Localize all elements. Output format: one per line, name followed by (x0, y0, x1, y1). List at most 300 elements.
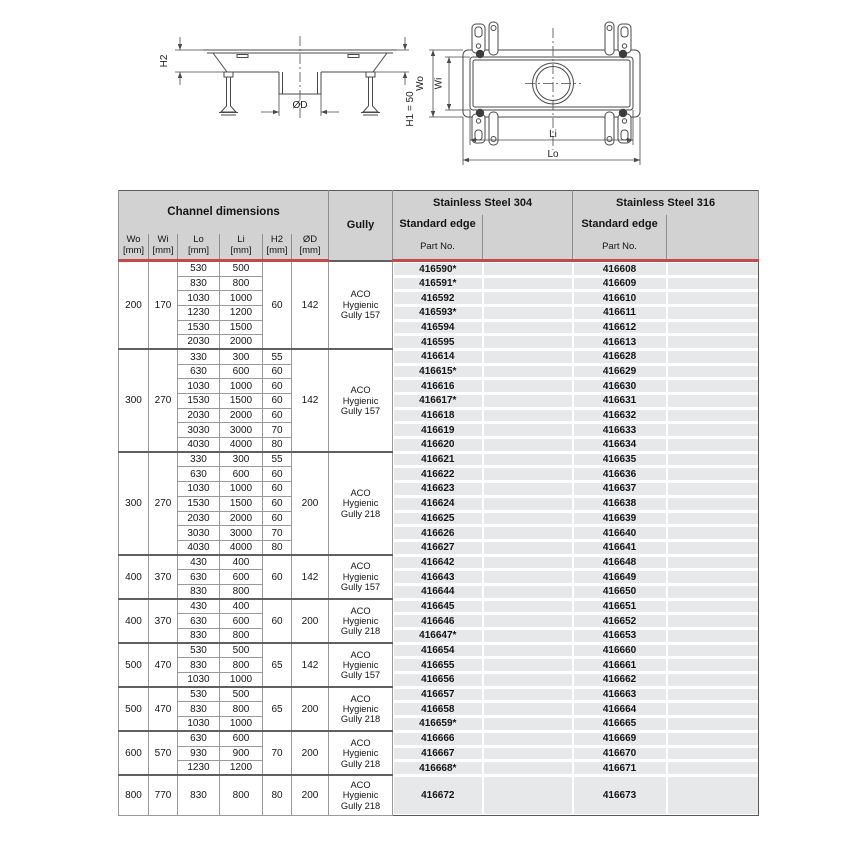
part-304-cell: 416593* (393, 305, 483, 320)
h2-value-cell: 80 (263, 540, 292, 555)
part-304-extra-cell (483, 658, 573, 673)
part-316-extra-cell (667, 438, 759, 453)
part-316-extra-cell (667, 482, 759, 497)
gully-header: Gully (329, 191, 393, 261)
part-316-extra-cell (667, 643, 759, 658)
part-304-extra-cell (483, 408, 573, 423)
li-column-header: Li [mm] (220, 234, 263, 261)
left-leg (219, 72, 238, 115)
table-row (119, 438, 759, 453)
part-316-extra-cell (667, 599, 759, 614)
table-row (119, 775, 759, 815)
part-316-cell: 416629 (573, 364, 667, 379)
part-304-extra-cell (483, 746, 573, 761)
part-316-extra-cell (667, 335, 759, 350)
part-316-extra-cell (667, 702, 759, 717)
part-304-cell: 416624 (393, 496, 483, 511)
part-316-extra-cell (667, 570, 759, 585)
part-316-cell: 416670 (573, 746, 667, 761)
table-row (119, 261, 759, 277)
wi-value-cell: 470 (149, 687, 178, 731)
h2-value-cell: 60 (263, 599, 292, 643)
table-row (119, 276, 759, 291)
wo-value-cell: 200 (119, 261, 149, 350)
part-316-extra-cell (667, 555, 759, 570)
h2-value-cell: 60 (263, 511, 292, 526)
part-316-cell: 416665 (573, 717, 667, 732)
part-304-cell: 416616 (393, 379, 483, 394)
table-row (119, 629, 759, 644)
li-value-cell: 1200 (220, 305, 263, 320)
od-value-cell: 142 (292, 349, 329, 452)
h1-dimension-label: H1 = 50 (405, 91, 416, 127)
lo-value-cell: 2030 (178, 408, 220, 423)
part-304-cell: 416625 (393, 511, 483, 526)
table-body (119, 261, 759, 816)
li-value-cell: 1000 (220, 379, 263, 394)
part-304-extra-cell (483, 291, 573, 306)
part-316-extra-cell (667, 775, 759, 815)
od-value-cell: 142 (292, 555, 329, 599)
li-value-cell: 900 (220, 746, 263, 761)
li-value-cell: 400 (220, 555, 263, 570)
gully-cell: ACO Hygienic Gully 218 (329, 452, 393, 555)
part-316-cell: 416651 (573, 599, 667, 614)
part-316-extra-cell (667, 320, 759, 335)
li-value-cell: 800 (220, 658, 263, 673)
part-304-extra-cell (483, 379, 573, 394)
li-value-cell: 600 (220, 364, 263, 379)
part-316-cell: 416662 (573, 673, 667, 688)
part-304-cell: 416623 (393, 482, 483, 497)
table-row (119, 379, 759, 394)
li-value-cell: 400 (220, 599, 263, 614)
gully-cell: ACO Hygienic Gully 157 (329, 643, 393, 687)
h2-value-cell: 55 (263, 452, 292, 467)
li-value-cell: 500 (220, 687, 263, 702)
part-304-extra-cell (483, 629, 573, 644)
h2-value-cell: 60 (263, 555, 292, 599)
part-304-extra-cell (483, 496, 573, 511)
top-view-drawing (415, 10, 660, 170)
h2-value-cell: 70 (263, 731, 292, 775)
part-304-extra-cell (483, 452, 573, 467)
part-316-cell: 416641 (573, 540, 667, 555)
gully-cell: ACO Hygienic Gully 218 (329, 775, 393, 815)
li-value-cell: 800 (220, 276, 263, 291)
part-316-cell: 416637 (573, 482, 667, 497)
part-304-cell: 416618 (393, 408, 483, 423)
wo-column-header: Wo [mm] (119, 234, 149, 261)
part-316-extra-cell (667, 261, 759, 277)
part-304-extra-cell (483, 394, 573, 409)
lo-value-cell: 330 (178, 452, 220, 467)
wi-value-cell: 370 (149, 555, 178, 599)
part-316-extra-cell (667, 540, 759, 555)
part-316-cell: 416652 (573, 614, 667, 629)
part-316-extra-cell (667, 276, 759, 291)
ss304-extra-header (483, 215, 573, 234)
part-316-extra-cell (667, 717, 759, 732)
part-304-cell: 416614 (393, 349, 483, 364)
od-value-cell: 142 (292, 643, 329, 687)
h2-value-cell: 70 (263, 423, 292, 438)
ss316-extra-subheader (667, 234, 759, 261)
part-316-extra-cell (667, 761, 759, 776)
part-316-cell: 416661 (573, 658, 667, 673)
table-row (119, 452, 759, 467)
od-value-cell: 200 (292, 775, 329, 815)
part-304-extra-cell (483, 305, 573, 320)
wo-value-cell: 400 (119, 555, 149, 599)
table-row (119, 526, 759, 541)
lo-value-cell: 630 (178, 614, 220, 629)
li-value-cell: 500 (220, 261, 263, 277)
table-row (119, 423, 759, 438)
lo-value-cell: 530 (178, 687, 220, 702)
part-304-cell: 416619 (393, 423, 483, 438)
part-304-cell: 416646 (393, 614, 483, 629)
li-value-cell: 300 (220, 452, 263, 467)
h2-value-cell: 60 (263, 467, 292, 482)
wi-value-cell: 270 (149, 349, 178, 452)
part-316-cell: 416671 (573, 761, 667, 776)
right-leg (361, 72, 380, 115)
table-row (119, 687, 759, 702)
od-value-cell: 200 (292, 599, 329, 643)
table-row (119, 349, 759, 364)
part-304-cell: 416657 (393, 687, 483, 702)
channel-dimensions-header: Channel dimensions (119, 191, 329, 234)
gully-cell: ACO Hygienic Gully 218 (329, 687, 393, 731)
li-value-cell: 2000 (220, 335, 263, 350)
part-304-cell: 416644 (393, 584, 483, 599)
part-304-cell: 416620 (393, 438, 483, 453)
table-row (119, 467, 759, 482)
lo-value-cell: 430 (178, 599, 220, 614)
part-316-cell: 416610 (573, 291, 667, 306)
part-304-cell: 416666 (393, 731, 483, 746)
part-316-cell: 416635 (573, 452, 667, 467)
li-value-cell: 1500 (220, 496, 263, 511)
ss304-header: Stainless Steel 304 (393, 191, 573, 215)
lo-value-cell: 930 (178, 746, 220, 761)
part-316-cell: 416649 (573, 570, 667, 585)
table-row (119, 761, 759, 776)
lo-value-cell: 1530 (178, 320, 220, 335)
li-value-cell: 600 (220, 731, 263, 746)
part-316-extra-cell (667, 379, 759, 394)
part-316-extra-cell (667, 305, 759, 320)
part-304-extra-cell (483, 276, 573, 291)
part-304-extra-cell (483, 511, 573, 526)
lo-value-cell: 830 (178, 276, 220, 291)
h2-value-cell: 65 (263, 643, 292, 687)
od-value-cell: 200 (292, 452, 329, 555)
h2-column-header: H2 [mm] (263, 234, 292, 261)
wi-value-cell: 770 (149, 775, 178, 815)
lo-value-cell: 1030 (178, 673, 220, 688)
part-316-cell: 416612 (573, 320, 667, 335)
part-316-extra-cell (667, 614, 759, 629)
wi-dimension-label: Wi (433, 77, 445, 90)
part-316-cell: 416630 (573, 379, 667, 394)
table-row (119, 511, 759, 526)
li-dimension-label: Li (549, 129, 557, 140)
part-304-extra-cell (483, 526, 573, 541)
part-304-extra-cell (483, 349, 573, 364)
h2-value-cell: 60 (263, 408, 292, 423)
part-304-cell: 416621 (393, 452, 483, 467)
lo-value-cell: 1230 (178, 305, 220, 320)
table-row (119, 746, 759, 761)
table-row (119, 731, 759, 746)
part-316-cell: 416632 (573, 408, 667, 423)
ss316-standard-edge-header: Standard edge (573, 215, 667, 234)
table-row (119, 702, 759, 717)
gully-cell: ACO Hygienic Gully 157 (329, 349, 393, 452)
part-304-extra-cell (483, 570, 573, 585)
wi-value-cell: 470 (149, 643, 178, 687)
li-value-cell: 4000 (220, 540, 263, 555)
part-304-extra-cell (483, 761, 573, 776)
part-304-extra-cell (483, 482, 573, 497)
part-316-cell: 416663 (573, 687, 667, 702)
dimension-wi (445, 57, 470, 110)
lo-value-cell: 830 (178, 775, 220, 815)
part-316-cell: 416640 (573, 526, 667, 541)
lo-value-cell: 1030 (178, 291, 220, 306)
part-316-extra-cell (667, 673, 759, 688)
part-316-extra-cell (667, 394, 759, 409)
gully-cell: ACO Hygienic Gully 218 (329, 599, 393, 643)
table-row (119, 496, 759, 511)
wo-value-cell: 300 (119, 349, 149, 452)
part-304-cell: 416642 (393, 555, 483, 570)
part-304-extra-cell (483, 423, 573, 438)
gully-cell: ACO Hygienic Gully 157 (329, 261, 393, 350)
od-value-cell: 200 (292, 731, 329, 775)
part-316-extra-cell (667, 731, 759, 746)
part-316-cell: 416673 (573, 775, 667, 815)
h2-value-cell: 60 (263, 482, 292, 497)
spec-table (118, 190, 759, 816)
lo-value-cell: 530 (178, 261, 220, 277)
part-316-extra-cell (667, 452, 759, 467)
part-316-cell: 416653 (573, 629, 667, 644)
lo-dimension-label: Lo (547, 149, 559, 160)
lo-value-cell: 1530 (178, 394, 220, 409)
li-value-cell: 4000 (220, 438, 263, 453)
od-dimension-label: ØD (292, 100, 308, 111)
li-value-cell: 3000 (220, 423, 263, 438)
part-304-cell: 416591* (393, 276, 483, 291)
table-row (119, 291, 759, 306)
li-value-cell: 600 (220, 614, 263, 629)
li-value-cell: 3000 (220, 526, 263, 541)
part-316-cell: 416636 (573, 467, 667, 482)
part-304-extra-cell (483, 643, 573, 658)
part-316-extra-cell (667, 511, 759, 526)
part-316-extra-cell (667, 364, 759, 379)
wo-dimension-label: Wo (415, 76, 426, 91)
part-304-cell: 416615* (393, 364, 483, 379)
h2-value-cell: 55 (263, 349, 292, 364)
lo-value-cell: 2030 (178, 335, 220, 350)
part-316-cell: 416611 (573, 305, 667, 320)
part-304-extra-cell (483, 467, 573, 482)
part-304-extra-cell (483, 702, 573, 717)
lo-value-cell: 630 (178, 364, 220, 379)
part-316-extra-cell (667, 349, 759, 364)
h2-value-cell: 60 (263, 496, 292, 511)
li-value-cell: 1000 (220, 291, 263, 306)
li-value-cell: 600 (220, 467, 263, 482)
part-316-extra-cell (667, 467, 759, 482)
part-316-cell: 416631 (573, 394, 667, 409)
part-304-cell: 416654 (393, 643, 483, 658)
lo-value-cell: 830 (178, 629, 220, 644)
lo-value-cell: 1030 (178, 379, 220, 394)
part-316-cell: 416639 (573, 511, 667, 526)
part-316-extra-cell (667, 658, 759, 673)
part-304-extra-cell (483, 673, 573, 688)
lo-value-cell: 1030 (178, 717, 220, 732)
part-316-cell: 416664 (573, 702, 667, 717)
part-316-extra-cell (667, 496, 759, 511)
part-316-cell: 416650 (573, 584, 667, 599)
table-row (119, 599, 759, 614)
part-304-cell: 416658 (393, 702, 483, 717)
lo-value-cell: 3030 (178, 526, 220, 541)
gully-cell: ACO Hygienic Gully 218 (329, 731, 393, 775)
lo-value-cell: 630 (178, 467, 220, 482)
h2-value-cell: 60 (263, 379, 292, 394)
wo-value-cell: 500 (119, 687, 149, 731)
lo-value-cell: 4030 (178, 540, 220, 555)
h2-value-cell: 80 (263, 438, 292, 453)
table-row (119, 717, 759, 732)
part-304-extra-cell (483, 687, 573, 702)
part-316-cell: 416660 (573, 643, 667, 658)
li-value-cell: 800 (220, 775, 263, 815)
part-304-cell: 416656 (393, 673, 483, 688)
table-row (119, 540, 759, 555)
table-row (119, 555, 759, 570)
part-304-cell: 416643 (393, 570, 483, 585)
lo-value-cell: 630 (178, 570, 220, 585)
wo-value-cell: 300 (119, 452, 149, 555)
lo-value-cell: 630 (178, 731, 220, 746)
li-value-cell: 2000 (220, 511, 263, 526)
part-304-extra-cell (483, 717, 573, 732)
part-316-extra-cell (667, 408, 759, 423)
part-316-cell: 416628 (573, 349, 667, 364)
li-value-cell: 1500 (220, 320, 263, 335)
lo-value-cell: 4030 (178, 438, 220, 453)
h2-value-cell: 60 (263, 394, 292, 409)
li-value-cell: 1500 (220, 394, 263, 409)
part-316-extra-cell (667, 423, 759, 438)
part-304-cell: 416595 (393, 335, 483, 350)
table-header (119, 191, 759, 261)
lo-value-cell: 830 (178, 584, 220, 599)
part-304-cell: 416672 (393, 775, 483, 815)
table-row (119, 408, 759, 423)
table-row (119, 643, 759, 658)
part-304-extra-cell (483, 438, 573, 453)
part-316-extra-cell (667, 687, 759, 702)
li-value-cell: 800 (220, 702, 263, 717)
gully-cell: ACO Hygienic Gully 157 (329, 555, 393, 599)
part-316-cell: 416634 (573, 438, 667, 453)
part-304-extra-cell (483, 320, 573, 335)
table-row (119, 614, 759, 629)
part-316-extra-cell (667, 629, 759, 644)
lo-value-cell: 1030 (178, 482, 220, 497)
lo-value-cell: 3030 (178, 423, 220, 438)
li-value-cell: 1000 (220, 673, 263, 688)
li-value-cell: 300 (220, 349, 263, 364)
h2-value-cell: 65 (263, 687, 292, 731)
lo-value-cell: 430 (178, 555, 220, 570)
ss304-extra-subheader (483, 234, 573, 261)
part-304-cell: 416627 (393, 540, 483, 555)
lo-value-cell: 830 (178, 702, 220, 717)
part-304-cell: 416592 (393, 291, 483, 306)
lo-value-cell: 830 (178, 658, 220, 673)
part-316-cell: 416669 (573, 731, 667, 746)
ss316-part-no-header: Part No. (573, 234, 667, 261)
wi-value-cell: 270 (149, 452, 178, 555)
part-304-extra-cell (483, 584, 573, 599)
side-view-drawing (155, 20, 420, 145)
part-316-extra-cell (667, 584, 759, 599)
part-316-extra-cell (667, 526, 759, 541)
part-304-cell: 416617* (393, 394, 483, 409)
table-row (119, 335, 759, 350)
part-304-cell: 416622 (393, 467, 483, 482)
table-row (119, 305, 759, 320)
part-304-extra-cell (483, 775, 573, 815)
part-316-cell: 416608 (573, 261, 667, 277)
h2-value-cell: 70 (263, 526, 292, 541)
table-row (119, 394, 759, 409)
part-316-extra-cell (667, 746, 759, 761)
part-316-cell: 416609 (573, 276, 667, 291)
h2-dimension-label: H2 (159, 54, 170, 68)
part-316-cell: 416638 (573, 496, 667, 511)
od-value-cell: 200 (292, 687, 329, 731)
wi-column-header: Wi [mm] (149, 234, 178, 261)
li-value-cell: 1200 (220, 761, 263, 776)
li-value-cell: 1000 (220, 482, 263, 497)
ss304-part-no-header: Part No. (393, 234, 483, 261)
part-316-extra-cell (667, 291, 759, 306)
ss304-standard-edge-header: Standard edge (393, 215, 483, 234)
part-304-extra-cell (483, 540, 573, 555)
h2-value-cell: 80 (263, 775, 292, 815)
part-304-cell: 416590* (393, 261, 483, 277)
ss316-extra-header (667, 215, 759, 234)
part-304-cell: 416659* (393, 717, 483, 732)
li-value-cell: 1000 (220, 717, 263, 732)
table-row (119, 570, 759, 585)
h2-value-cell: 60 (263, 364, 292, 379)
table-row (119, 364, 759, 379)
part-304-extra-cell (483, 335, 573, 350)
wo-value-cell: 400 (119, 599, 149, 643)
